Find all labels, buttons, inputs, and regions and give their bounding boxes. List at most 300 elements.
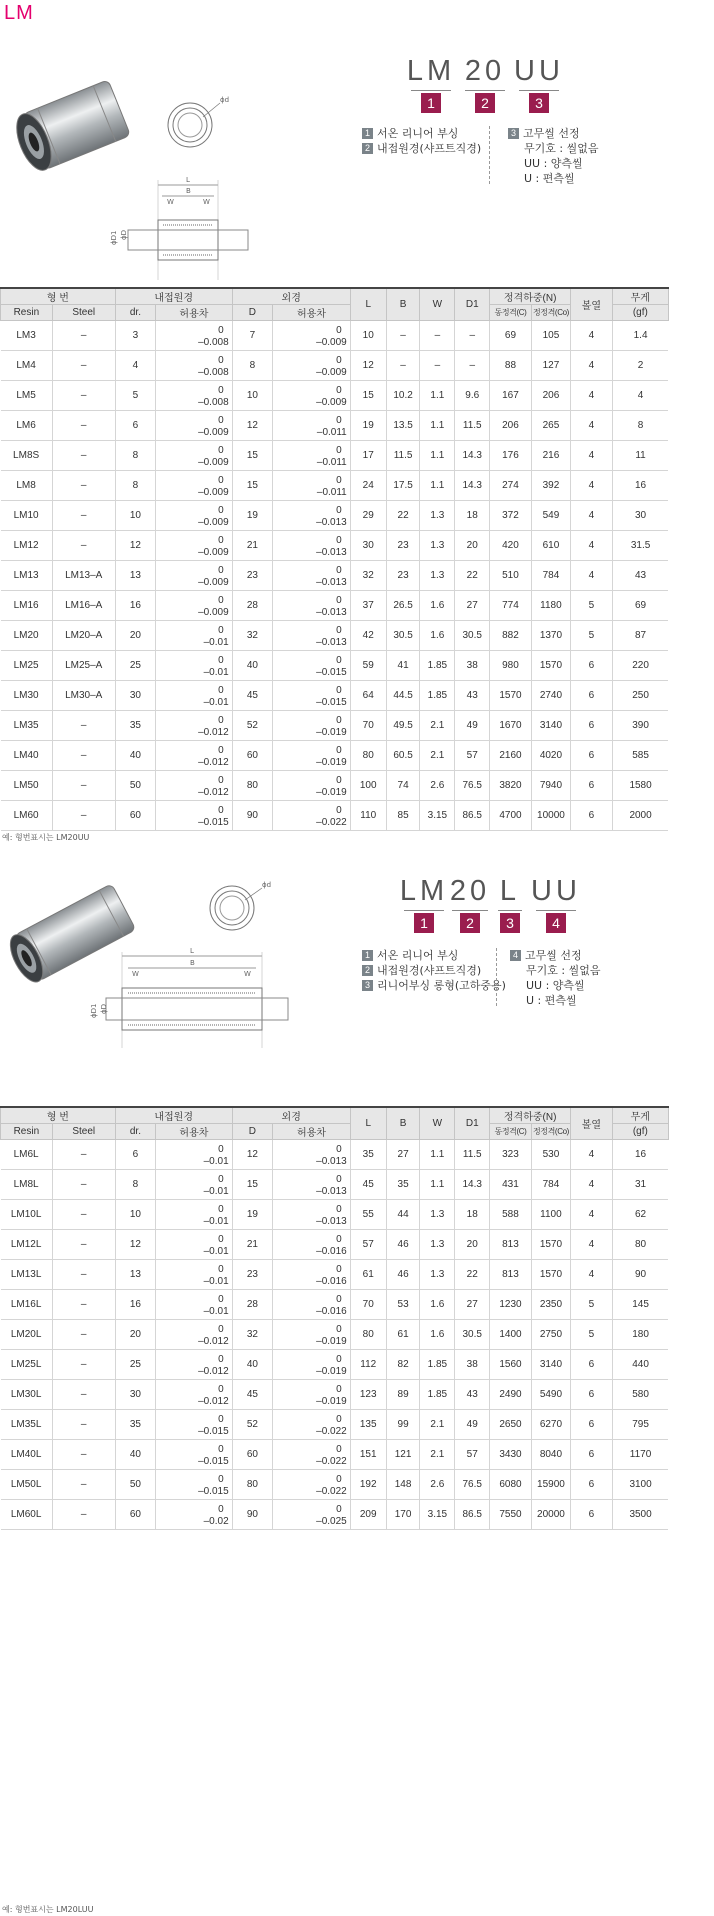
table-cell: 774 xyxy=(490,591,532,621)
table-cell: 8040 xyxy=(531,1440,570,1470)
table-cell: 323 xyxy=(490,1140,532,1170)
col-b: B xyxy=(386,288,420,321)
tolerance-cell xyxy=(273,441,351,471)
table-cell: 13.5 xyxy=(386,411,420,441)
tolerance-cell xyxy=(156,321,232,351)
table-cell: 135 xyxy=(350,1410,386,1440)
table-cell: 15 xyxy=(232,1170,272,1200)
table-cell: 21 xyxy=(232,1230,272,1260)
table-cell: 2000 xyxy=(612,801,668,831)
table-cell: 20 xyxy=(115,1320,155,1350)
tolerance-upper: 0 xyxy=(218,1264,224,1275)
col-static: 정정격(Co) xyxy=(531,305,570,321)
tolerance-upper: 0 xyxy=(336,1144,342,1155)
table-cell: 12 xyxy=(350,351,386,381)
table-cell: 2 xyxy=(612,351,668,381)
table-row xyxy=(1,501,714,531)
tolerance-upper: 0 xyxy=(218,685,224,696)
table-cell: 85 xyxy=(386,801,420,831)
tolerance-upper: 0 xyxy=(218,385,224,396)
tolerance-upper: 0 xyxy=(336,1264,342,1275)
tolerance-lower: –0.01 xyxy=(203,697,229,708)
table-cell: 1100 xyxy=(531,1200,570,1230)
table-cell: 1.6 xyxy=(420,621,455,651)
table-cell: – xyxy=(52,411,115,441)
table-cell: 3140 xyxy=(531,1350,570,1380)
table-cell: – xyxy=(52,1320,115,1350)
tolerance-upper: 0 xyxy=(218,325,224,336)
tolerance-lower: –0.019 xyxy=(316,1396,347,1407)
legend-sub: 무기호 : 씰없음 xyxy=(526,964,601,977)
table-cell: 44 xyxy=(386,1200,420,1230)
table-cell: 17.5 xyxy=(386,471,420,501)
dim-b: B xyxy=(186,187,191,195)
table-cell: LM8S xyxy=(1,441,53,471)
table-cell: 220 xyxy=(612,651,668,681)
tolerance-upper: 0 xyxy=(336,1234,342,1245)
dim-d-outer: ϕD xyxy=(100,1003,108,1014)
table-cell: 55 xyxy=(350,1200,386,1230)
table-row xyxy=(1,711,714,741)
table-cell: 6 xyxy=(571,1500,613,1530)
dim-d1: ϕD1 xyxy=(110,230,118,245)
spec-table-standard xyxy=(0,287,714,831)
col-outer: 외경 xyxy=(232,1107,350,1124)
tolerance-upper: 0 xyxy=(336,715,342,726)
tolerance-lower: –0.01 xyxy=(203,1156,229,1167)
table-cell: 3430 xyxy=(490,1440,532,1470)
tolerance-lower: –0.013 xyxy=(316,517,347,528)
tolerance-lower: –0.013 xyxy=(316,1216,347,1227)
table-cell: 25 xyxy=(115,651,155,681)
tech-drawing xyxy=(108,80,258,300)
tolerance-lower: –0.022 xyxy=(316,1456,347,1467)
col-dr: dr. xyxy=(115,305,155,321)
table-cell: 784 xyxy=(531,561,570,591)
tolerance-cell xyxy=(156,651,232,681)
table-row xyxy=(1,1440,714,1470)
table-cell: 510 xyxy=(490,561,532,591)
col-static: 정정격(Co) xyxy=(531,1124,570,1140)
col-inner: 내접원경 xyxy=(115,1107,232,1124)
table-cell: 4 xyxy=(571,1200,613,1230)
tolerance-upper: 0 xyxy=(218,475,224,486)
table-cell: 1.85 xyxy=(420,651,455,681)
table-cell: 61 xyxy=(386,1320,420,1350)
table-cell: 216 xyxy=(531,441,570,471)
col-steel: Steel xyxy=(52,305,115,321)
tolerance-cell xyxy=(156,501,232,531)
tolerance-lower: –0.01 xyxy=(203,1216,229,1227)
table-cell: 43 xyxy=(455,681,490,711)
table-cell: 90 xyxy=(232,1500,272,1530)
table-cell: 6 xyxy=(571,1410,613,1440)
table-cell: 3 xyxy=(115,321,155,351)
table-cell: 2490 xyxy=(490,1380,532,1410)
table-row xyxy=(1,1200,714,1230)
tolerance-cell xyxy=(156,1140,232,1170)
table-cell: 6 xyxy=(115,411,155,441)
tolerance-upper: 0 xyxy=(336,325,342,336)
table-cell: 206 xyxy=(531,381,570,411)
table-cell: 32 xyxy=(350,561,386,591)
tolerance-cell xyxy=(156,1380,232,1410)
table-cell: 588 xyxy=(490,1200,532,1230)
tolerance-lower: –0.02 xyxy=(203,1516,229,1527)
legend-text: 고무씰 선정 xyxy=(523,127,580,140)
tolerance-cell xyxy=(273,741,351,771)
col-tol-outer: 허용차 xyxy=(273,1124,351,1140)
table-cell: 20 xyxy=(115,621,155,651)
tolerance-lower: –0.019 xyxy=(316,727,347,738)
table-cell: 43 xyxy=(455,1380,490,1410)
tolerance-upper: 0 xyxy=(218,1234,224,1245)
table-cell: – xyxy=(52,1380,115,1410)
table-cell: 10 xyxy=(232,381,272,411)
code-num-2: 2 xyxy=(460,913,480,933)
table-cell: 14.3 xyxy=(455,441,490,471)
table-cell: 5 xyxy=(571,1320,613,1350)
table-cell: 1.4 xyxy=(612,321,668,351)
dim-w1: W xyxy=(167,198,174,206)
legend-right xyxy=(508,126,598,186)
table-cell: 50 xyxy=(115,771,155,801)
tolerance-lower: –0.019 xyxy=(316,1336,347,1347)
table-row xyxy=(1,741,714,771)
table-cell: 6 xyxy=(571,651,613,681)
table-row xyxy=(1,321,714,351)
tolerance-upper: 0 xyxy=(336,415,342,426)
table-cell: 76.5 xyxy=(455,1470,490,1500)
table-cell: 192 xyxy=(350,1470,386,1500)
table-cell: 90 xyxy=(612,1260,668,1290)
table-note: 예: 형번표시는 LM20LUU xyxy=(2,1905,94,1914)
table-cell: 89 xyxy=(386,1380,420,1410)
model-code xyxy=(404,54,566,113)
tolerance-upper: 0 xyxy=(218,1354,224,1365)
tolerance-cell xyxy=(273,1320,351,1350)
table-cell: 151 xyxy=(350,1440,386,1470)
table-row xyxy=(1,531,714,561)
table-row xyxy=(1,771,714,801)
table-cell: 59 xyxy=(350,651,386,681)
tolerance-upper: 0 xyxy=(336,1324,342,1335)
tolerance-upper: 0 xyxy=(218,1294,224,1305)
col-dr: dr. xyxy=(115,1124,155,1140)
tolerance-lower: –0.015 xyxy=(316,667,347,678)
tolerance-cell xyxy=(273,1350,351,1380)
table-cell: 69 xyxy=(612,591,668,621)
table-cell: 32 xyxy=(232,621,272,651)
tolerance-lower: –0.016 xyxy=(316,1306,347,1317)
table-cell: 585 xyxy=(612,741,668,771)
table-cell: 10 xyxy=(115,501,155,531)
table-cell: 170 xyxy=(386,1500,420,1530)
table-cell: 127 xyxy=(531,351,570,381)
table-cell: LM50 xyxy=(1,771,53,801)
tolerance-cell xyxy=(156,441,232,471)
table-cell: 45 xyxy=(232,681,272,711)
table-cell: 6 xyxy=(571,1380,613,1410)
table-cell: 6 xyxy=(571,711,613,741)
col-model: 형 번 xyxy=(1,288,116,305)
table-cell: 86.5 xyxy=(455,1500,490,1530)
table-cell: 1570 xyxy=(531,1230,570,1260)
table-cell: 16 xyxy=(612,471,668,501)
col-w: W xyxy=(420,288,455,321)
tolerance-upper: 0 xyxy=(218,505,224,516)
legend-item xyxy=(510,948,600,963)
legend-item xyxy=(508,126,598,141)
tolerance-upper: 0 xyxy=(218,565,224,576)
table-cell: 8 xyxy=(115,1170,155,1200)
col-resin: Resin xyxy=(1,1124,53,1140)
tolerance-cell xyxy=(156,771,232,801)
col-d1: D1 xyxy=(455,288,490,321)
table-cell: 1.1 xyxy=(420,1140,455,1170)
table-cell: 42 xyxy=(350,621,386,651)
tolerance-cell xyxy=(273,591,351,621)
tolerance-cell xyxy=(273,1380,351,1410)
tolerance-cell xyxy=(273,1170,351,1200)
table-cell: 62 xyxy=(612,1200,668,1230)
tolerance-lower: –0.009 xyxy=(198,427,229,438)
tolerance-upper: 0 xyxy=(218,1144,224,1155)
table-row xyxy=(1,1380,714,1410)
legend-num: 1 xyxy=(362,950,373,961)
table-cell: 87 xyxy=(612,621,668,651)
tolerance-lower: –0.012 xyxy=(198,727,229,738)
dim-w2: W xyxy=(244,970,251,978)
table-cell: 1570 xyxy=(531,651,570,681)
col-tol-outer: 허용차 xyxy=(273,305,351,321)
table-cell: 60 xyxy=(115,801,155,831)
tolerance-upper: 0 xyxy=(336,355,342,366)
col-gf: (gf) xyxy=(612,305,668,321)
table-cell: 30 xyxy=(612,501,668,531)
table-cell: – xyxy=(52,1260,115,1290)
tolerance-cell xyxy=(156,1200,232,1230)
tolerance-cell xyxy=(156,471,232,501)
table-row xyxy=(1,411,714,441)
table-cell: 610 xyxy=(531,531,570,561)
table-cell: 1.1 xyxy=(420,381,455,411)
tolerance-cell xyxy=(156,1440,232,1470)
table-cell: 4 xyxy=(612,381,668,411)
table-cell: 4 xyxy=(571,561,613,591)
col-resin: Resin xyxy=(1,305,53,321)
table-cell: 13 xyxy=(115,561,155,591)
legend-text: 내접원경(샤프트직경) xyxy=(377,142,482,155)
tolerance-upper: 0 xyxy=(336,1384,342,1395)
table-cell: 22 xyxy=(455,561,490,591)
tolerance-upper: 0 xyxy=(336,535,342,546)
table-cell: 8 xyxy=(115,471,155,501)
tolerance-cell xyxy=(156,381,232,411)
table-cell: 19 xyxy=(232,1200,272,1230)
table-cell: 6 xyxy=(571,1350,613,1380)
col-l: L xyxy=(350,1107,386,1140)
table-cell: 3140 xyxy=(531,711,570,741)
table-cell: 6 xyxy=(571,1470,613,1500)
table-cell: LM13 xyxy=(1,561,53,591)
col-load: 정격하중(N) xyxy=(490,288,571,305)
table-cell: 41 xyxy=(386,651,420,681)
table-cell: – xyxy=(52,711,115,741)
table-cell: 38 xyxy=(455,651,490,681)
tolerance-upper: 0 xyxy=(336,1174,342,1185)
table-cell: LM16–A xyxy=(52,591,115,621)
tolerance-upper: 0 xyxy=(218,415,224,426)
code-num-3: 3 xyxy=(500,913,520,933)
tolerance-cell xyxy=(273,561,351,591)
table-cell: 4 xyxy=(571,471,613,501)
table-cell: 30.5 xyxy=(455,1320,490,1350)
tolerance-upper: 0 xyxy=(218,445,224,456)
table-cell: 431 xyxy=(490,1170,532,1200)
table-cell: LM20–A xyxy=(52,621,115,651)
table-cell: 813 xyxy=(490,1230,532,1260)
table-cell: 882 xyxy=(490,621,532,651)
tolerance-cell xyxy=(273,711,351,741)
tolerance-lower: –0.009 xyxy=(198,457,229,468)
col-dynamic: 동정격(C) xyxy=(490,1124,532,1140)
table-row xyxy=(1,1470,714,1500)
table-cell: 24 xyxy=(350,471,386,501)
col-w: W xyxy=(420,1107,455,1140)
table-cell: 813 xyxy=(490,1260,532,1290)
table-cell: LM60L xyxy=(1,1500,53,1530)
table-cell: 49 xyxy=(455,711,490,741)
tolerance-cell xyxy=(156,531,232,561)
table-cell: LM16 xyxy=(1,591,53,621)
table-cell: 31.5 xyxy=(612,531,668,561)
table-cell: 19 xyxy=(350,411,386,441)
table-cell: 1.3 xyxy=(420,1230,455,1260)
tolerance-cell xyxy=(156,561,232,591)
table-row xyxy=(1,471,714,501)
table-cell: 1400 xyxy=(490,1320,532,1350)
table-cell: 105 xyxy=(531,321,570,351)
table-cell: 4 xyxy=(571,531,613,561)
table-cell: 35 xyxy=(386,1170,420,1200)
table-cell: 2740 xyxy=(531,681,570,711)
legend-text: 리니어부싱 롱형(고하중용) xyxy=(377,979,506,992)
code-part-1: LM xyxy=(399,875,449,907)
table-cell: 180 xyxy=(612,1320,668,1350)
legend-num: 3 xyxy=(362,980,373,991)
tolerance-cell xyxy=(273,801,351,831)
dim-l: L xyxy=(186,176,190,184)
tolerance-cell xyxy=(156,1350,232,1380)
table-cell: 6 xyxy=(571,1440,613,1470)
col-l: L xyxy=(350,288,386,321)
code-part-2: 20 xyxy=(464,55,506,87)
table-cell: 23 xyxy=(386,561,420,591)
legend-item xyxy=(362,141,481,156)
tolerance-upper: 0 xyxy=(336,1294,342,1305)
table-cell: 45 xyxy=(232,1380,272,1410)
table-cell: – xyxy=(52,531,115,561)
table-cell: 148 xyxy=(386,1470,420,1500)
table-cell: 57 xyxy=(455,741,490,771)
table-cell: 123 xyxy=(350,1380,386,1410)
table-cell: 80 xyxy=(612,1230,668,1260)
tolerance-cell xyxy=(273,531,351,561)
table-cell: 43 xyxy=(612,561,668,591)
table-cell: LM13–A xyxy=(52,561,115,591)
dim-d: ϕd xyxy=(262,881,272,889)
tolerance-lower: –0.009 xyxy=(198,517,229,528)
table-cell: 392 xyxy=(531,471,570,501)
table-cell: 18 xyxy=(455,1200,490,1230)
table-cell: 1.1 xyxy=(420,411,455,441)
tolerance-upper: 0 xyxy=(336,745,342,756)
tolerance-cell xyxy=(273,351,351,381)
table-cell: 16 xyxy=(115,591,155,621)
tolerance-lower: –0.012 xyxy=(198,1366,229,1377)
table-cell: 4 xyxy=(571,351,613,381)
tolerance-upper: 0 xyxy=(336,775,342,786)
tolerance-upper: 0 xyxy=(218,655,224,666)
table-cell: 4 xyxy=(571,411,613,441)
table-cell: 90 xyxy=(232,801,272,831)
table-cell: 35 xyxy=(350,1140,386,1170)
tolerance-cell xyxy=(273,411,351,441)
table-cell: 60 xyxy=(232,1440,272,1470)
table-cell: 30 xyxy=(350,531,386,561)
table-cell: – xyxy=(52,441,115,471)
tolerance-upper: 0 xyxy=(336,1204,342,1215)
table-cell: – xyxy=(52,801,115,831)
table-cell: LM50L xyxy=(1,1470,53,1500)
tolerance-cell xyxy=(156,681,232,711)
table-cell: – xyxy=(386,351,420,381)
tolerance-lower: –0.022 xyxy=(316,817,347,828)
table-cell: 44.5 xyxy=(386,681,420,711)
table-cell: 12 xyxy=(232,411,272,441)
tolerance-lower: –0.012 xyxy=(198,787,229,798)
table-cell: LM20L xyxy=(1,1320,53,1350)
table-cell: 1.85 xyxy=(420,681,455,711)
tolerance-lower: –0.008 xyxy=(198,367,229,378)
table-cell: 3820 xyxy=(490,771,532,801)
table-cell: 35 xyxy=(115,711,155,741)
col-b: B xyxy=(386,1107,420,1140)
table-cell: – xyxy=(455,321,490,351)
tolerance-lower: –0.01 xyxy=(203,637,229,648)
table-row xyxy=(1,801,714,831)
legend-text: 서온 리니어 부싱 xyxy=(377,949,459,962)
table-cell: 1.3 xyxy=(420,1260,455,1290)
table-cell: 1580 xyxy=(612,771,668,801)
tolerance-lower: –0.009 xyxy=(198,487,229,498)
tolerance-lower: –0.008 xyxy=(198,337,229,348)
table-cell: 1670 xyxy=(490,711,532,741)
table-cell: LM25–A xyxy=(52,651,115,681)
tolerance-upper: 0 xyxy=(218,805,224,816)
tolerance-cell xyxy=(273,1470,351,1500)
table-cell: 1.6 xyxy=(420,1290,455,1320)
table-cell: 80 xyxy=(350,1320,386,1350)
tolerance-lower: –0.015 xyxy=(198,1456,229,1467)
tolerance-upper: 0 xyxy=(336,565,342,576)
table-cell: 440 xyxy=(612,1350,668,1380)
table-cell: 5 xyxy=(571,621,613,651)
dim-d-outer: ϕD xyxy=(120,229,128,240)
table-cell: 27 xyxy=(386,1140,420,1170)
table-cell: 22 xyxy=(455,1260,490,1290)
